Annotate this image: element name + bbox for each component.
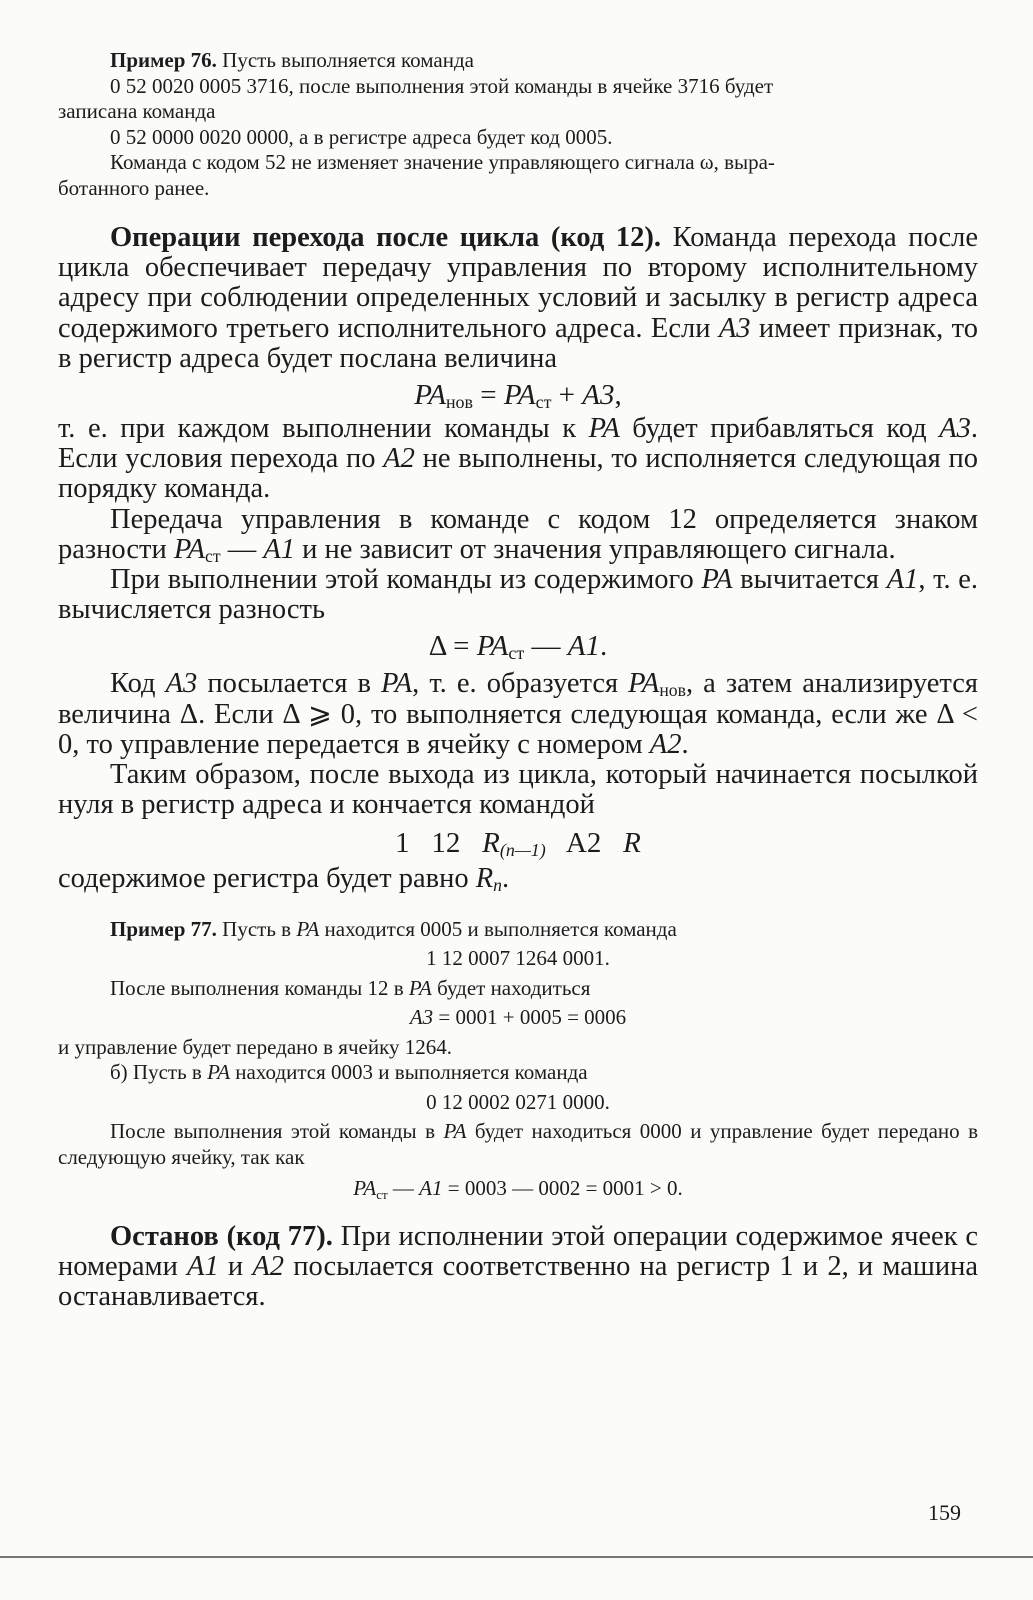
ex76-line6: ботанного ранее. [58, 175, 210, 200]
ex77-title: Пример 77. [110, 916, 217, 941]
sec12-paragraph7: содержимое регистра будет равно $R_n$. [58, 863, 510, 896]
sec12-heading: Операции перехода после цикла (код 12). [110, 222, 661, 253]
formula-delta: $\Delta = PA_{ст}$ — A1. [428, 630, 608, 664]
sec12-paragraph1: Операции перехода после цикла (код 12). Команда перехода после цикла обеспечивает передачу управления по второму исполнительному адресу при соблюдении определенных условий и засылку в регистр адреса содержимого третьего исполнительного адреса. Если A3 имеет признак, то в регистр адреса будет послана величина [58, 222, 978, 374]
ex77-line5: После выполнения этой команды в PA будет находиться 0000 и управление будет передано в следующую ячейку, так как [58, 1119, 978, 1169]
ex77-formula-a3: A3 = 0001 + 0005 = 0006 [409, 1005, 627, 1030]
page-bottom-edge [0, 1556, 1033, 1558]
ex77-line4: б) Пусть в PA находится 0003 и выполняется команда [110, 1060, 588, 1085]
formula-pa-new: $PA_{нов} = PA_{ст} + A3$, [414, 379, 622, 413]
ex76-title: Пример 76. [110, 48, 217, 72]
section-code-77 [58, 1222, 978, 1313]
ex77-line1: Пример 77. Пусть в PA находится 0005 и выполняется команда [110, 916, 677, 941]
ex76-line4: 0 52 0000 0020 0000, а в регистре адреса будет код 0005. [110, 124, 613, 149]
ex76-line5: Команда с кодом 52 не изменяет значение управляющего сигнала ω, выра- [110, 150, 775, 174]
sec12-paragraph4: При выполнении этой команды из содержимого PA вычитается A1, т. е. вычисляется разность [58, 564, 979, 626]
ex76-line2: 0 52 0020 0005 3716, после выполнения этой команды в ячейке 3716 будет [110, 73, 774, 98]
page-body [58, 48, 978, 1312]
sec77-heading: Останов (код 77). [110, 1220, 333, 1252]
ex77-line2: После выполнения команды 12 в PA будет находиться [110, 975, 591, 1000]
ex77-command2: 0 12 0002 0271 0000. [426, 1089, 610, 1114]
page-number: 159 [928, 1500, 961, 1525]
ex76-line1 [58, 48, 978, 74]
ex77-line3: и управление будет передано в ячейку 1264. [58, 1034, 452, 1059]
sec77-paragraph: Останов (код 77). При исполнении этой операции содержимое ячеек с номерами A1 и A2 посылается соответственно на регистр 1 и 2, и машина останавливается. [58, 1220, 978, 1313]
ex76-line3: записана команда [58, 99, 216, 123]
sec12-paragraph2: т. е. при каждом выполнении команды к PA будет прибавляться код A3. Если условия перехода по A2 не выполнены, то исполняется следующая по порядку команда. [58, 413, 978, 505]
ex77-formula-diff: $PA_{ст}$ — A1 = 0003 — 0002 = 0001 > 0. [353, 1176, 683, 1203]
ex77-command1: 1 12 0007 1264 0001. [426, 946, 610, 971]
example-77 [58, 917, 978, 1202]
sec12-paragraph5: Код A3 посылается в PA, т. е. образуется $PA_{нов}$, а затем анализируется величина Δ. Если Δ ⩾ 0, то выполняется следующая команда, если же Δ < 0, то управление передается в ячейку с номером A2. [58, 668, 978, 760]
sec12-paragraph3: Передача управления в команде с кодом 12 определяется знаком разности $PA_{ст}$ — A1 и не зависит от значения управляющего сигнала. [58, 503, 978, 566]
sec12-paragraph6: Таким образом, после выхода из цикла, который начинается посылкой нуля в регистр адреса и кончается командой [58, 759, 978, 821]
ex76-text: Пусть выполняется команда [216, 48, 474, 72]
example-76 [58, 48, 978, 201]
section-code-12 [58, 223, 978, 895]
formula-command: 1 12 $R_{(n—1)}$ A2 R [395, 827, 641, 861]
